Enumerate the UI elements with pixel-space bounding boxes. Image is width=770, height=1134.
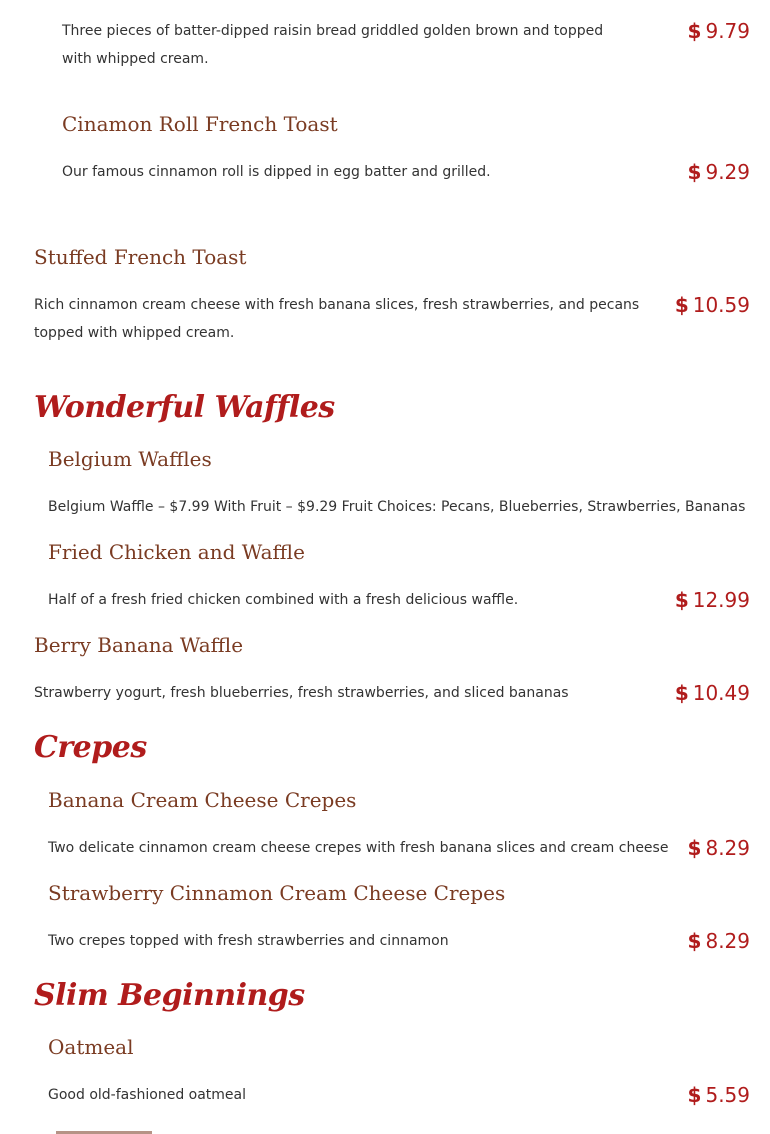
price-value: 10.49 (692, 681, 750, 705)
item-description: Two crepes topped with fresh strawberries and cinnamon (48, 933, 449, 949)
item-title: Stuffed French Toast (34, 245, 247, 269)
item-title: Berry Banana Waffle (34, 633, 244, 657)
currency-symbol: $ (674, 293, 689, 317)
price-value: 8.29 (705, 929, 750, 953)
item-price (675, 293, 750, 317)
section-heading: Wonderful Waffles (34, 390, 335, 425)
item-price (688, 160, 750, 184)
item-description: Our famous cinnamon roll is dipped in egg batter and grilled. (62, 164, 491, 180)
item-price (675, 588, 750, 612)
currency-symbol: $ (687, 836, 702, 860)
item-price (688, 836, 750, 860)
section-heading: Crepes (34, 730, 147, 765)
item-title: Belgium Waffles (48, 447, 212, 471)
currency-symbol: $ (674, 588, 689, 612)
item-price (688, 1083, 750, 1107)
next-item-title-clipped (56, 1128, 156, 1134)
item-price (688, 929, 750, 953)
price-value: 9.79 (705, 19, 750, 43)
item-title: Cinamon Roll French Toast (62, 112, 338, 136)
currency-symbol: $ (674, 681, 689, 705)
price-value: 9.29 (705, 160, 750, 184)
item-description: Strawberry yogurt, fresh blueberries, fresh strawberries, and sliced bananas (34, 685, 569, 701)
section-heading: Slim Beginnings (34, 978, 305, 1013)
currency-symbol: $ (687, 929, 702, 953)
currency-symbol: $ (687, 160, 702, 184)
currency-symbol: $ (687, 1083, 702, 1107)
item-description: Good old-fashioned oatmeal (48, 1087, 247, 1103)
item-description: Belgium Waffle – $7.99 With Fruit – $9.29 Fruit Choices: Pecans, Blueberries, Strawberries, Bananas (48, 499, 746, 515)
item-description: Three pieces of batter-dipped raisin bread griddled golden brown and topped with whipped cream. (62, 23, 604, 67)
price-value: 8.29 (705, 836, 750, 860)
item-description: Two delicate cinnamon cream cheese crepes with fresh banana slices and cream cheese (48, 840, 669, 856)
item-description: Rich cinnamon cream cheese with fresh banana slices, fresh strawberries, and pecans topped with whipped cream. (34, 297, 640, 341)
price-value: 12.99 (692, 588, 750, 612)
item-title: Oatmeal (48, 1035, 134, 1059)
item-price (675, 681, 750, 705)
item-price (688, 19, 750, 43)
item-title: Fried Chicken and Waffle (48, 540, 305, 564)
item-title: Strawberry Cinnamon Cream Cheese Crepes (48, 881, 506, 905)
currency-symbol: $ (687, 19, 702, 43)
item-title: Banana Cream Cheese Crepes (48, 788, 357, 812)
price-value: 10.59 (692, 293, 750, 317)
item-description: Half of a fresh fried chicken combined with a fresh delicious waffle. (48, 592, 519, 608)
price-value: 5.59 (705, 1083, 750, 1107)
